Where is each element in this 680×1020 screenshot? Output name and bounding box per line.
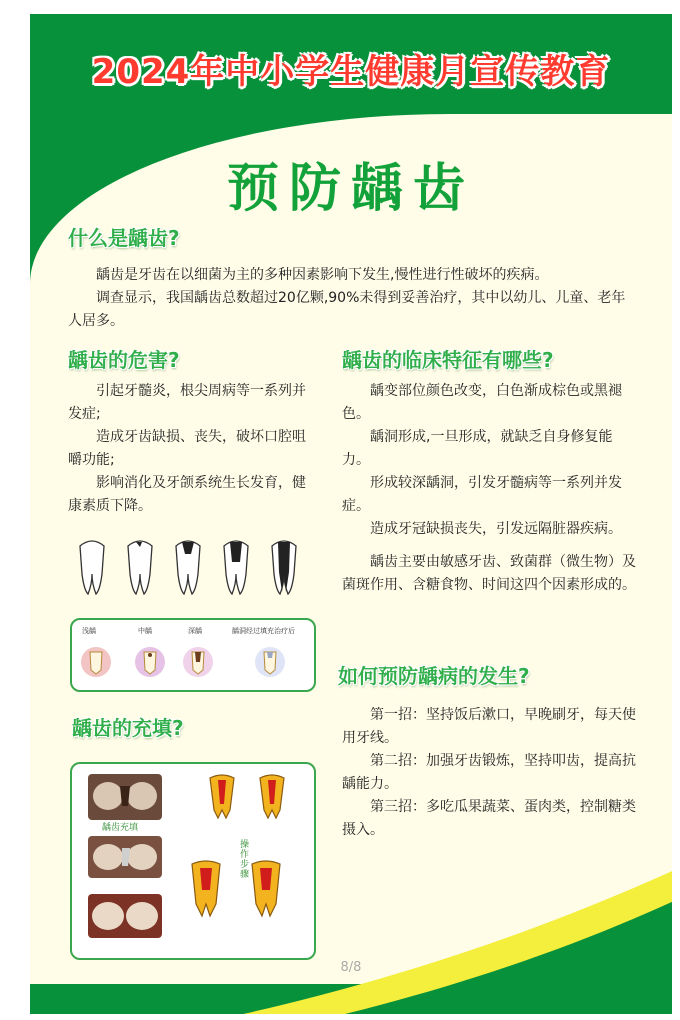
- stage-label: 中龋: [138, 627, 152, 635]
- clinical-paragraph: 造成牙冠缺损丧失，引发远隔脏器疾病。: [370, 521, 622, 537]
- caries-progression-illustration: [70, 534, 320, 604]
- page-indicator: 8/8: [340, 960, 362, 975]
- filling-illustration: [72, 764, 314, 958]
- prevent-paragraph: 第一招：坚持饭后漱口，早晚刷牙，每天使用牙线。: [342, 707, 636, 746]
- steps-label: 操作步骤: [240, 840, 250, 880]
- section-heading-harm: 龋齿的危害?: [68, 348, 180, 372]
- what-is-paragraph: 龋齿是牙齿在以细菌为主的多种因素影响下发生,慢性进行性破坏的疾病。: [96, 267, 549, 283]
- poster: [30, 14, 672, 1014]
- section-heading-what-is: 什么是龋齿?: [68, 226, 180, 250]
- prevent-paragraph: 第二招：加强牙齿锻炼，坚持叩齿，提高抗龋能力。: [342, 753, 636, 792]
- section-heading-prevent: 如何预防龋病的发生?: [338, 664, 530, 688]
- section-heading-clinical: 龋齿的临床特征有哪些?: [342, 348, 554, 372]
- prevent-text: [342, 704, 638, 842]
- section-heading-filling: 龋齿的充填?: [72, 716, 184, 740]
- clinical-paragraph: 龋变部位颜色改变，白色渐成棕色或黑褪色。: [342, 383, 622, 422]
- clinical-text: [342, 380, 638, 597]
- stage-label: 浅龋: [82, 627, 96, 635]
- stage-label: 深龋: [188, 627, 202, 635]
- harm-text: [68, 380, 316, 518]
- clinical-paragraph: 龋齿主要由敏感牙齿、致菌群（微生物）及菌斑作用、含糖食物、时间这四个因素形成的。: [342, 554, 636, 593]
- harm-paragraph: 影响消化及牙颌系统生长发育，健康素质下降。: [68, 475, 306, 514]
- filling-illustration-box: [70, 762, 316, 960]
- poster-title: 2024年中小学生健康月宣传教育: [91, 52, 611, 92]
- harm-paragraph: 引起牙髓炎，根尖周病等一系列并发症;: [68, 383, 306, 422]
- clinical-paragraph: 龋洞形成,一旦形成，就缺乏自身修复能力。: [342, 429, 613, 468]
- caries-stages-box: [70, 618, 316, 692]
- prevent-paragraph: 第三招：多吃瓜果蔬菜、蛋肉类，控制糖类摄入。: [342, 799, 636, 838]
- what-is-text: [68, 264, 638, 333]
- filling-photo-caption: 龋齿充填: [102, 823, 139, 833]
- harm-paragraph: 造成牙齿缺损、丧失，破坏口腔咀嚼功能;: [68, 429, 306, 468]
- stage-tooth-icons: [72, 640, 312, 686]
- what-is-paragraph: 调查显示，我国龋齿总数超过20亿颗,90%未得到妥善治疗，其中以幼儿、儿童、老年人居多。: [68, 290, 626, 329]
- stage-label: 龋洞经过填充治疗后: [232, 627, 295, 635]
- clinical-paragraph: 形成较深龋洞，引发牙髓病等一系列并发症。: [342, 475, 622, 514]
- topic-title: 预防龋齿: [226, 159, 475, 219]
